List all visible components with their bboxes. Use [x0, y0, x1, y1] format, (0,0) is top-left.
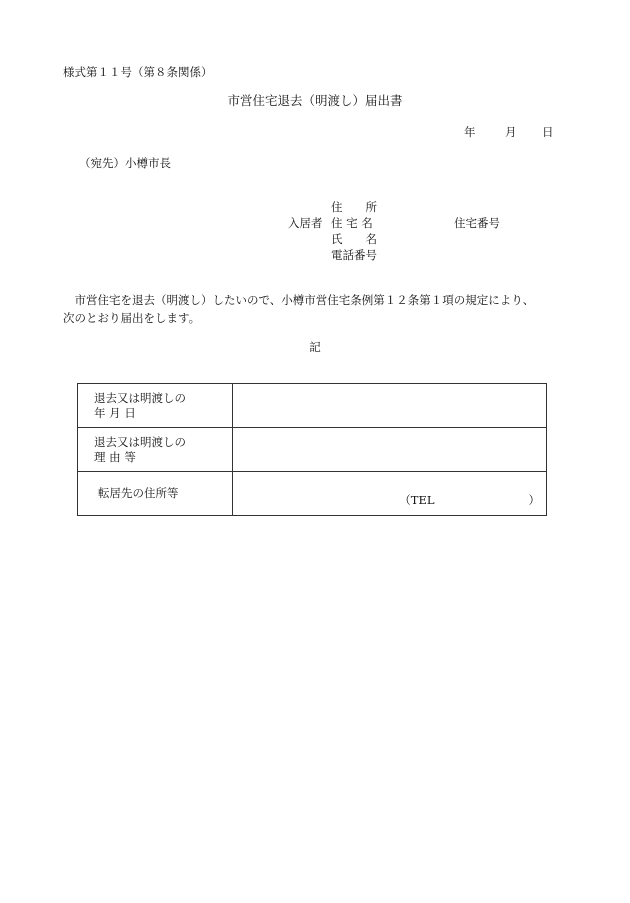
table-row-new-address: [78, 472, 547, 516]
date-year-label: 年: [464, 125, 476, 139]
address-label: 住 所: [331, 200, 377, 214]
month-char: 月: [109, 405, 121, 420]
details-table: [77, 383, 547, 516]
table-row-move-out-date: [78, 384, 547, 428]
body-text-line-1: 市営住宅を退去（明渡し）したいので、小樽市営住宅条例第１２条第１項の規定により、: [63, 293, 535, 307]
reason-char-1: 理: [94, 449, 106, 464]
new-address-field[interactable]: [233, 472, 547, 516]
phone-label: 電話番号: [331, 248, 377, 262]
body-text-line-2: 次のとおり届出をします。: [63, 311, 201, 325]
reason-label: [78, 428, 233, 472]
tel-close-label: ）: [528, 492, 540, 507]
reason-field[interactable]: [233, 428, 547, 472]
date-month-label: 月: [505, 125, 517, 139]
day-char: 日: [124, 405, 136, 420]
new-address-label-text: 転居先の住所等: [98, 486, 179, 500]
reason-label-bottom: [94, 450, 220, 465]
ki-heading: 記: [309, 340, 321, 354]
addressee: （宛先）小樽市長: [79, 156, 171, 170]
date-day-label: 日: [542, 125, 554, 139]
document-title: 市営住宅退去（明渡し）届出書: [227, 93, 403, 108]
new-address-label: [78, 472, 233, 516]
move-out-date-label-bottom: [94, 406, 220, 421]
housing-number-label: 住宅番号: [454, 216, 500, 230]
reason-char-3: 等: [124, 449, 136, 464]
move-out-date-label-top: 退去又は明渡しの: [94, 390, 186, 405]
name-label: 氏 名: [331, 232, 377, 246]
reason-char-2: 由: [109, 449, 121, 464]
tel-field: [233, 492, 546, 508]
move-out-date-label: [78, 384, 233, 428]
year-char: 年: [94, 405, 106, 420]
move-out-date-field[interactable]: [233, 384, 547, 428]
tel-open-label: （TEL: [399, 492, 435, 507]
reason-label-top: 退去又は明渡しの: [94, 434, 186, 449]
table-row-reason: [78, 428, 547, 472]
housing-name-label: 住 宅 名: [331, 216, 373, 230]
resident-label: 入居者: [288, 216, 323, 230]
form-number: 様式第１１号（第８条関係）: [63, 65, 213, 79]
